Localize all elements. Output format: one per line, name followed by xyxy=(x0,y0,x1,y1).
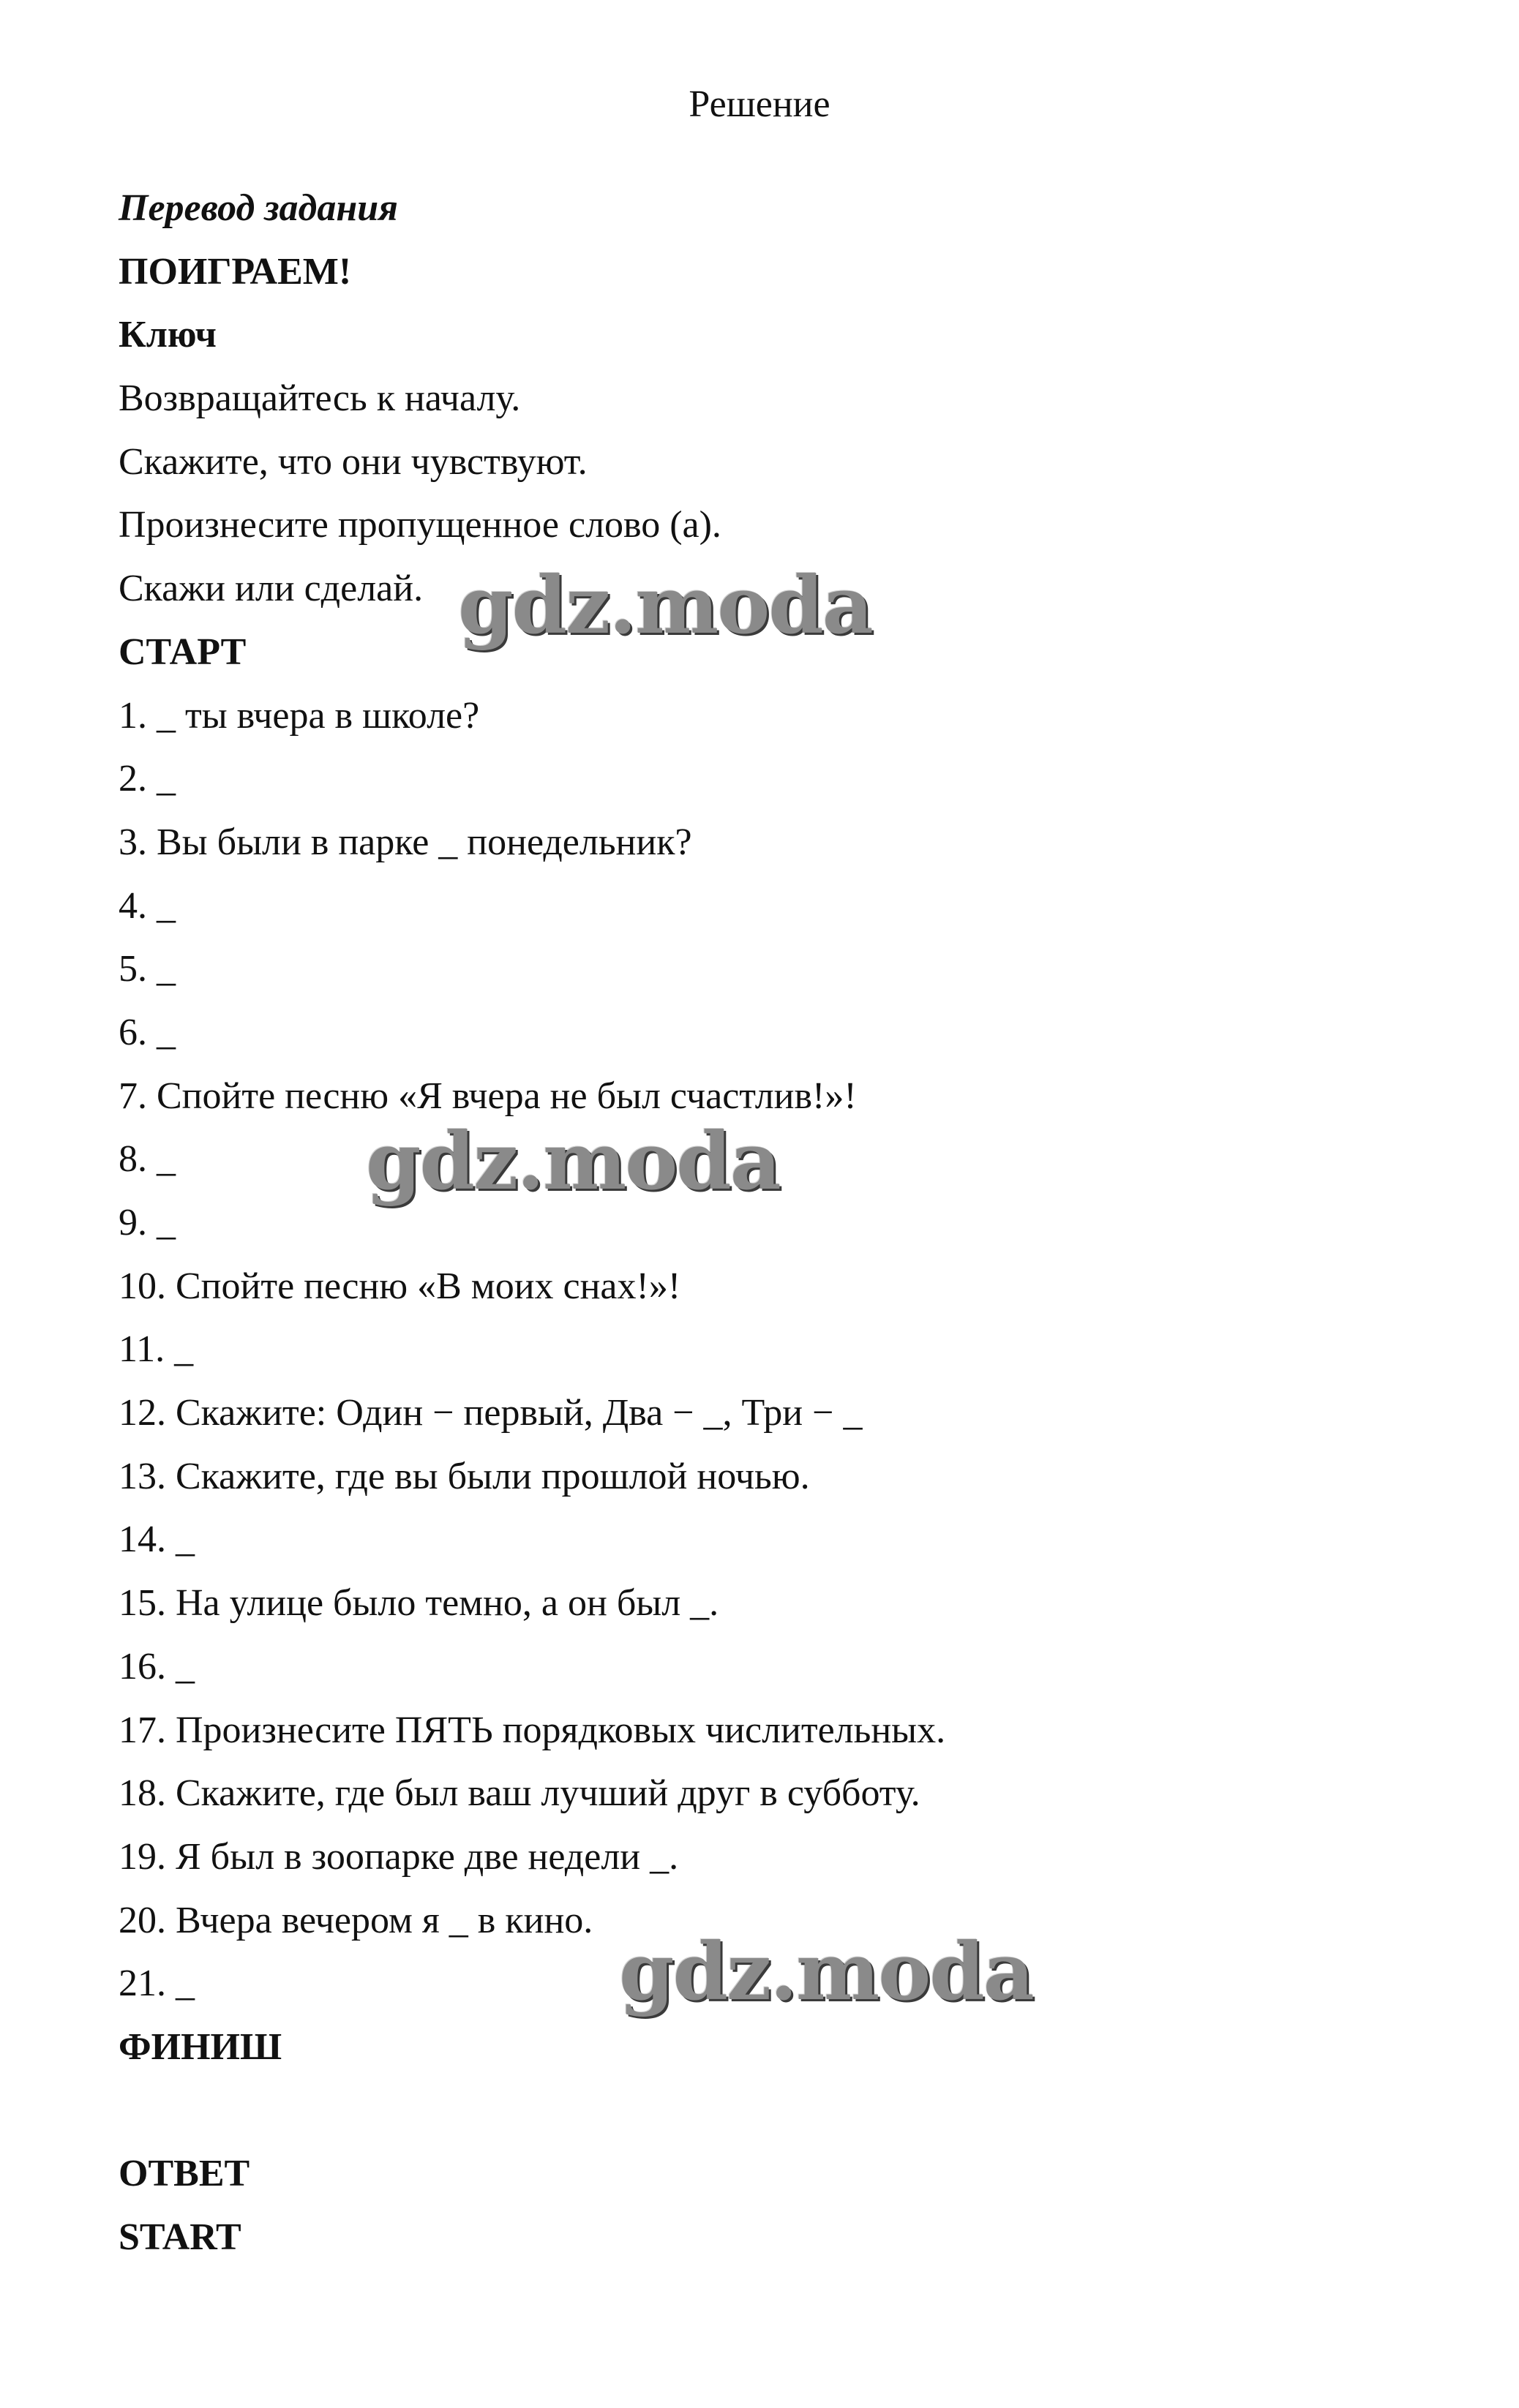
step-item: 20. Вчера вечером я _ в кино. xyxy=(119,1899,593,1941)
key-item: Скажи или сделай. xyxy=(119,568,424,610)
step-item: 8. _ xyxy=(119,1138,176,1181)
step-item: 1. _ ты вчера в школе? xyxy=(119,694,480,737)
step-item: 14. _ xyxy=(119,1519,195,1561)
watermark: gdz.moda xyxy=(366,1115,780,1208)
step-item: 6. _ xyxy=(119,1011,176,1053)
step-item: 19. Я был в зоопарке две недели _. xyxy=(119,1835,679,1878)
game-heading: ПОИГРАЕМ! xyxy=(119,250,352,293)
key-heading: Ключ xyxy=(119,314,217,356)
step-item: 17. Произнесите ПЯТЬ порядковых числительных. xyxy=(119,1709,946,1751)
step-item: 2. _ xyxy=(119,758,176,800)
step-item: 3. Вы были в парке _ понедельник? xyxy=(119,821,692,863)
section-spacer xyxy=(119,2088,1436,2152)
step-item: 12. Скажите: Один − первый, Два − _, Три − _ xyxy=(119,1392,863,1434)
step-item: 18. Скажите, где был ваш лучший друг в субботу. xyxy=(119,1772,920,1815)
step-item: 10. Спойте песню «В моих снах!»! xyxy=(119,1265,681,1307)
step-item: 16. _ xyxy=(119,1645,195,1688)
step-item: 7. Спойте песню «Я вчера не был счастлив!»! xyxy=(119,1075,857,1117)
step-item: 4. _ xyxy=(119,884,176,927)
step-item: 11. _ xyxy=(119,1328,194,1371)
step-item: 15. На улице было темно, а он был _. xyxy=(119,1582,719,1625)
translation-heading: Перевод задания xyxy=(119,187,398,229)
key-item: Произнесите пропущенное слово (а). xyxy=(119,504,721,546)
step-item: 13. Скажите, где вы были прошлой ночью. xyxy=(119,1455,810,1497)
page-title: Решение xyxy=(689,83,830,125)
key-item: Возвращайтесь к началу. xyxy=(119,377,521,420)
finish-label: ФИНИШ xyxy=(119,2025,282,2068)
answer-heading: ОТВЕТ xyxy=(119,2153,250,2195)
step-item: 5. _ xyxy=(119,948,176,990)
key-item: Скажите, что они чувствуют. xyxy=(119,440,588,483)
answer-start-label: START xyxy=(119,2216,241,2258)
watermark: gdz.moda xyxy=(458,560,872,652)
step-item: 9. _ xyxy=(119,1202,176,1243)
step-item: 21. _ xyxy=(119,1963,195,2005)
start-label: СТАРТ xyxy=(119,631,247,673)
watermark: gdz.moda xyxy=(619,1926,1033,2018)
